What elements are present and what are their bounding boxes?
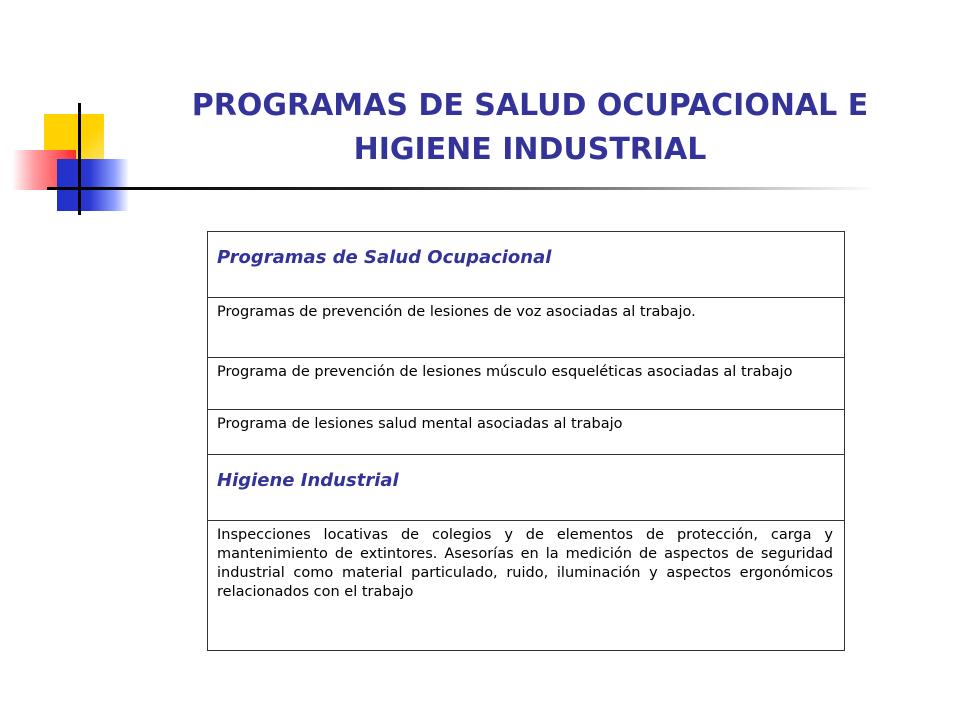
table-row (208, 298, 845, 358)
table-row (208, 410, 845, 455)
section-heading-salud-ocupacional: Programas de Salud Ocupacional (208, 232, 845, 298)
table-row (208, 358, 845, 410)
blue-square-shape (57, 159, 129, 211)
table-cell: Programas de prevención de lesiones de voz asociadas al trabajo. (208, 298, 845, 358)
table-row (208, 232, 845, 298)
table-cell: Programa de lesiones salud mental asociadas al trabajo (208, 410, 845, 455)
programs-table (207, 231, 845, 651)
section-heading-higiene-industrial: Higiene Industrial (208, 455, 845, 521)
slide-title: PROGRAMAS DE SALUD OCUPACIONAL E HIGIENE INDUSTRIAL (191, 88, 869, 167)
table-row (208, 455, 845, 521)
table-cell: Inspecciones locativas de colegios y de elementos de protección, carga y mantenimiento de extintores. Asesorías en la medición de aspectos de seguridad industrial como material particulado, ruido, iluminación y aspectos ergonómicos relacionados con el trabajo (208, 521, 845, 651)
table-row (208, 521, 845, 651)
title-underline (47, 187, 877, 190)
vertical-line-decoration (78, 103, 81, 215)
table-cell: Programa de prevención de lesiones músculo esqueléticas asociadas al trabajo (208, 358, 845, 410)
